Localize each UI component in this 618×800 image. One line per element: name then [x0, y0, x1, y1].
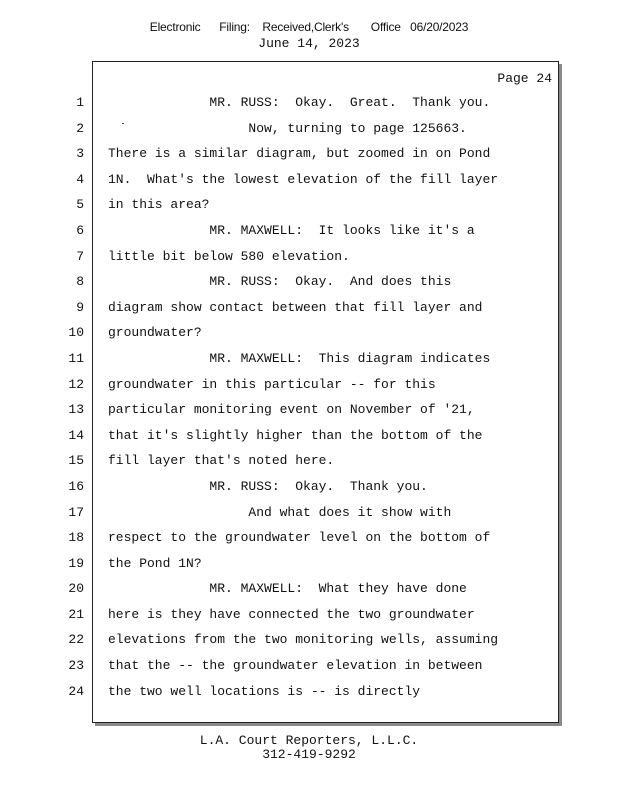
page-number: Page 24: [497, 71, 552, 86]
transcript-line: particular monitoring event on November of '21,: [108, 402, 475, 418]
transcript-line: 1N. What's the lowest elevation of the fill layer: [108, 171, 499, 187]
line-number: 12: [68, 376, 84, 392]
line-number: 7: [76, 248, 84, 264]
transcript-line: And what does it show with: [108, 504, 452, 520]
line-number: 19: [68, 555, 84, 571]
transcript-line: Now, turning to page 125663.: [108, 120, 467, 136]
line-number: 20: [68, 581, 84, 597]
filing-stamp: Electronic Filing: Received,Clerk's Office 06/20/2023: [149, 20, 469, 34]
transcript-line: MR. MAXWELL: This diagram indicates: [108, 350, 491, 366]
transcript-line: that it's slightly higher than the bottom of the: [108, 427, 483, 443]
line-number: 3: [76, 146, 84, 162]
transcript-line: MR. RUSS: Okay. And does this: [108, 274, 452, 290]
line-number: 15: [68, 453, 84, 469]
line-number: 10: [68, 325, 84, 341]
transcript-body: [108, 95, 553, 709]
transcript-line: MR. MAXWELL: What they have done: [108, 581, 467, 597]
transcript-line: groundwater?: [108, 325, 202, 341]
line-number: 24: [68, 683, 84, 699]
line-number: 14: [68, 427, 84, 443]
transcript-line: here is they have connected the two groundwater: [108, 606, 475, 622]
line-number: 5: [76, 197, 84, 213]
line-number-column: [58, 95, 84, 709]
line-number: 23: [68, 658, 84, 674]
transcript-date: June 14, 2023: [258, 36, 360, 51]
line-number: 17: [68, 504, 84, 520]
line-number: 2: [76, 120, 84, 136]
transcript-line: groundwater in this particular -- for this: [108, 376, 436, 392]
transcript-line: the Pond 1N?: [108, 555, 202, 571]
transcript-line: diagram show contact between that fill layer and: [108, 299, 483, 315]
line-number: 13: [68, 402, 84, 418]
transcript-line: the two well locations is -- is directly: [108, 683, 421, 699]
line-number: 8: [76, 274, 84, 290]
transcript-line: little bit below 580 elevation.: [108, 248, 350, 264]
transcript-line: in this area?: [108, 197, 210, 213]
line-number: 16: [68, 478, 84, 494]
line-number: 4: [76, 171, 84, 187]
line-number: 11: [68, 350, 84, 366]
line-number: 9: [76, 299, 84, 315]
transcript-line: MR. RUSS: Okay. Thank you.: [108, 478, 428, 494]
line-number: 1: [76, 95, 84, 110]
transcript-line: There is a similar diagram, but zoomed in on Pond: [108, 146, 491, 162]
transcript-line: that the -- the groundwater elevation in between: [108, 658, 483, 674]
court-reporter-phone: 312-419-9292: [262, 747, 356, 762]
transcript-line: elevations from the two monitoring wells, assuming: [108, 632, 499, 648]
transcript-line: MR. RUSS: Okay. Great. Thank you.: [108, 95, 491, 110]
transcript-line: respect to the groundwater level on the bottom of: [108, 530, 491, 546]
transcript-line: fill layer that's noted here.: [108, 453, 335, 469]
line-number: 21: [68, 606, 84, 622]
line-number: 18: [68, 530, 84, 546]
court-reporter-name: L.A. Court Reporters, L.L.C.: [199, 733, 419, 748]
transcript-line: MR. MAXWELL: It looks like it's a: [108, 222, 475, 238]
line-number: 22: [68, 632, 84, 648]
line-number: 6: [76, 222, 84, 238]
